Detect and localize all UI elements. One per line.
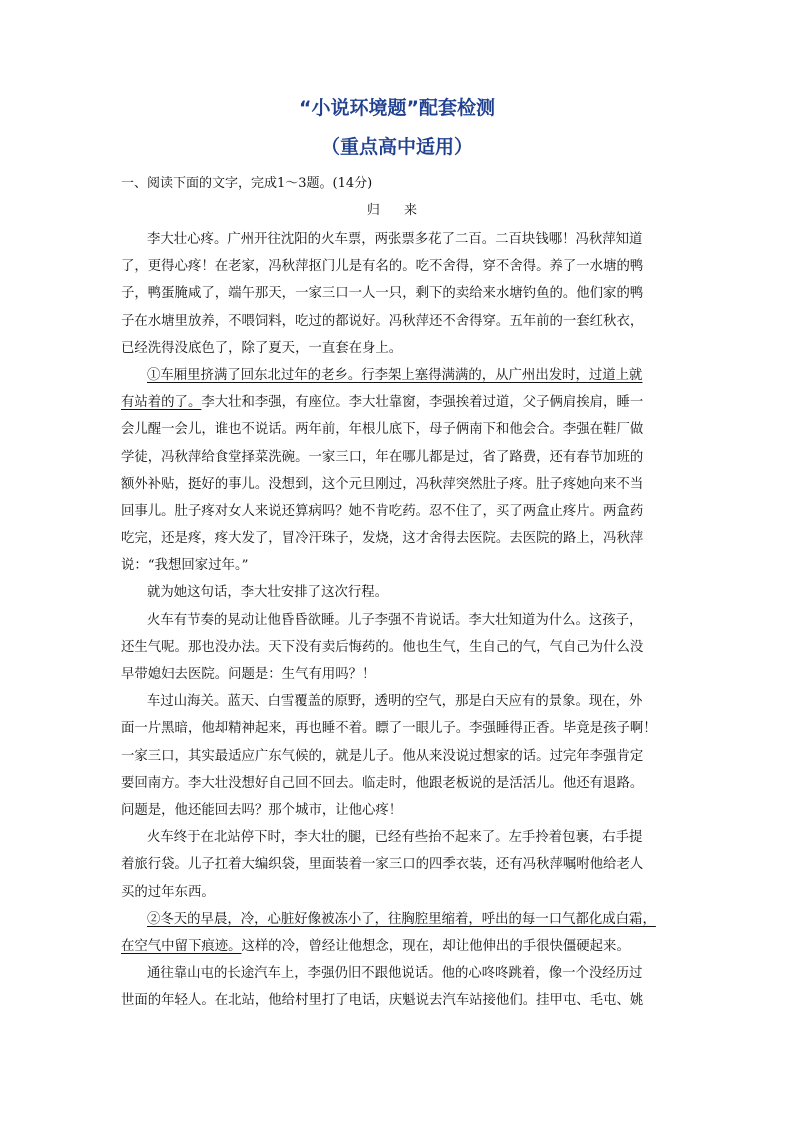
story-line: 了，更得心疼！在老家，冯秋萍抠门儿是有名的。吃不舍得，穿不舍得。养了一水塘的鸭 (121, 259, 644, 275)
story-line: 车过山海关。蓝天、白雪覆盖的原野，透明的空气，那是白天应有的景象。现在，外 (147, 694, 643, 710)
story-line: 买的过年东西。 (121, 884, 215, 900)
story-text: 李大壮和李强，有座位。李大壮靠窗，李强挨着过道，父子俩肩挨肩，睡一 (201, 395, 644, 411)
story-line: 还生气呢。那也没办法。天下没有卖后悔药的。他也生气，生自己的气，气自己为什么没 (121, 639, 644, 655)
underlined-passage-2: ②冬天的早晨，冷，心脏好像被冻小了，往胸腔里缩着，呼出的每一口气都化成白霜， (147, 911, 656, 927)
story-line: 学徒，冯秋萍给食堂择菜洗碗。一家三口，年在哪儿都是过，省了路费，还有春节加班的 (121, 449, 644, 465)
underlined-passage-2-end: 在空气中留下痕迹。 (121, 938, 242, 954)
story-line: 面一片黑暗，他却精神起来，再也睡不着。瞟了一眼儿子。李强睡得正香。毕竟是孩子啊！ (121, 721, 657, 737)
story-line: 世面的年轻人。在北站，他给村里打了电话，庆魁说去汽车站接他们。挂甲屯、毛屯、姚 (121, 993, 644, 1009)
story-line (121, 933, 681, 960)
story-line: 问题是，他还能回去吗？那个城市，让他心疼！ (121, 802, 403, 818)
story-line: 回事儿。肚子疼对女人来说还算病吗？她不肯吃药。忍不住了，买了两盒止疼片。两盒药 (121, 503, 644, 519)
story-line: 会儿醒一会儿，谁也不说话。两年前，年根儿底下，母子俩南下和他会合。李强在鞋厂做 (121, 422, 644, 438)
story-line: 就为她这句话，李大壮安排了这次行程。 (147, 585, 389, 601)
story-line: 一家三口，其实最适应广东气候的，就是儿子。他从来没说过想家的话。过完年李强肯定 (121, 748, 644, 764)
story-line-underlined (121, 906, 681, 933)
story-body (121, 226, 681, 1014)
story-line: 吃完，还是疼，疼大发了，冒冷汗珠子，发烧，这才舍得去医院。去医院的路上，冯秋萍 (121, 531, 644, 547)
story-line: 说：“我想回家过年。” (121, 558, 249, 574)
story-line: 要回南方。李大壮没想好自己回不回去。临走时，他跟老板说的是活活儿。他还有退路。 (121, 775, 644, 791)
story-line: 火车终于在北站停下时，李大壮的腿，已经有些抬不起来了。左手拎着包裹，右手提 (147, 830, 643, 846)
story-line: 早带媳妇去医院。问题是：生气有用吗？！ (121, 667, 376, 682)
story-line: 已经洗得没底色了，除了夏天，一直套在身上。 (121, 340, 403, 356)
story-line: 火车有节奏的晃动让他昏昏欲睡。儿子李强不肯说话。李大壮知道为什么。这孩子， (147, 612, 643, 628)
story-text: 这样的冷，曾经让他想念，现在，却让他伸出的手很快僵硬起来。 (241, 938, 630, 954)
story-line: 子，鸭蛋腌咸了，端午那天，一家三口一人一只，剩下的卖给来水塘钓鱼的。他们家的鸭 (121, 286, 644, 302)
story-line: 李大壮心疼。广州开往沈阳的火车票，两张票多花了二百。二百块钱哪！冯秋萍知道 (147, 232, 643, 247)
story-title: 归 来 (366, 203, 428, 218)
story-line (121, 389, 681, 416)
page-subtitle: （重点高中适用） (320, 136, 473, 158)
story-line: 子在水塘里放养，不喂饲料，吃过的都说好。冯秋萍还不舍得穿。五年前的一套红秋衣， (121, 313, 644, 329)
story-line: 通往靠山屯的长途汽车上，李强仍旧不跟他说话。他的心咚咚跳着，像一个没经历过 (147, 966, 643, 982)
underlined-passage-1-end: 有站着的了。 (121, 395, 202, 411)
story-line: 着旅行袋。儿子扛着大编织袋，里面装着一家三口的四季衣装，还有冯秋萍嘱咐他给老人 (121, 857, 644, 873)
story-line-underlined (121, 362, 681, 389)
page-title: “小说环境题”配套检测 (299, 97, 495, 119)
question-intro: 一、阅读下面的文字，完成1～3题。(14分) (121, 176, 373, 191)
underlined-passage-1: ①车厢里挤满了回东北过年的老乡。行李架上塞得满满的，从广州出发时，过道上就 (147, 367, 643, 383)
story-line: 额外补贴，挺好的事儿。没想到，这个元旦刚过，冯秋萍突然肚子疼。肚子疼她向来不当 (121, 476, 644, 492)
